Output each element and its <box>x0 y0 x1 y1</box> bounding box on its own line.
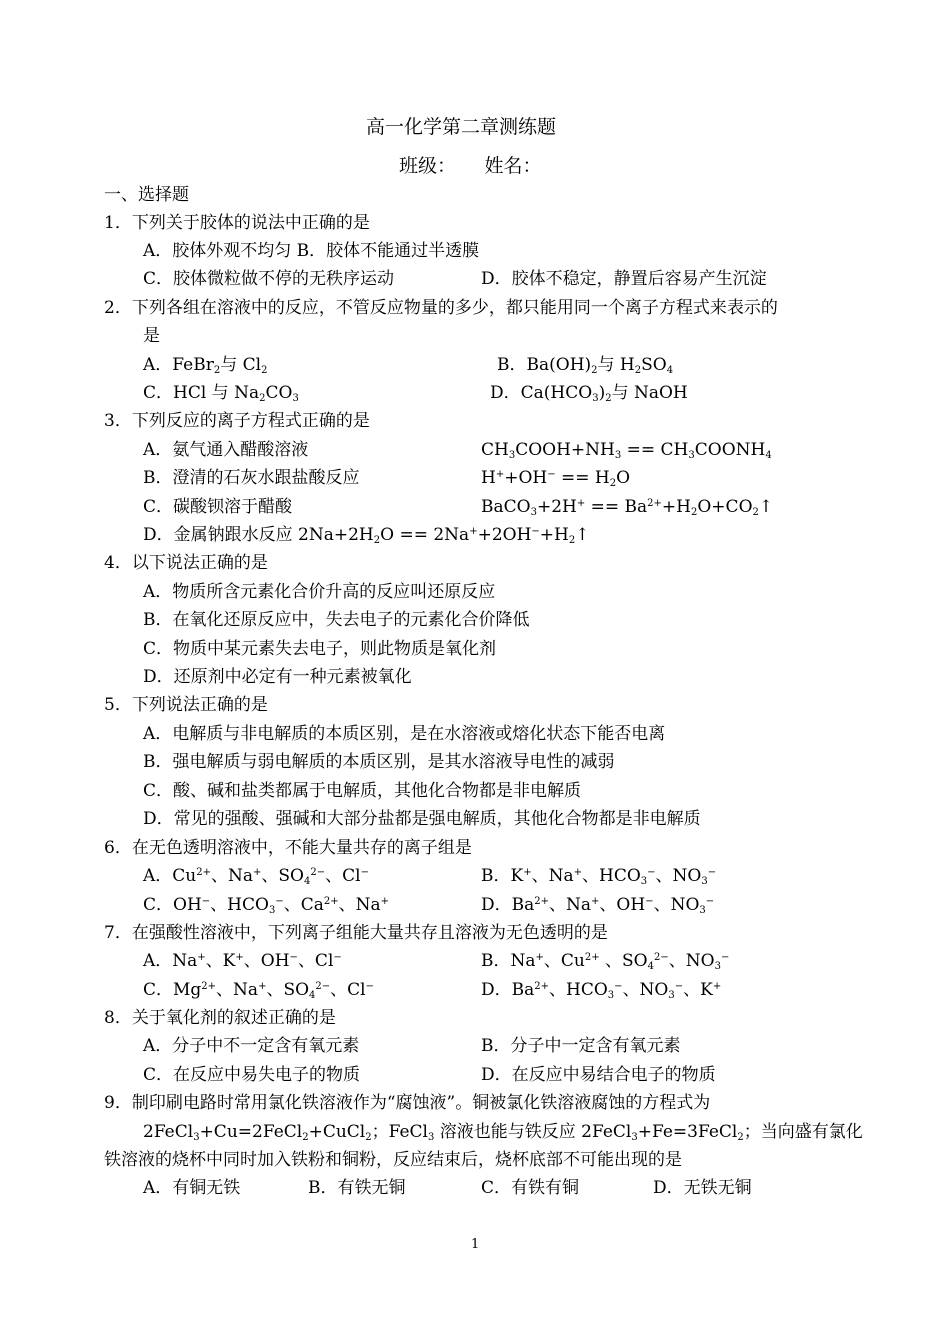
question-3-option-a-label: A．氨气通入醋酸溶液 <box>143 440 309 460</box>
question-1-stem: 1．下列关于胶体的说法中正确的是 <box>104 213 370 233</box>
question-3-option-a-equation: $CH_3COOH+NH_3$ == $CH_3COONH_4$ <box>481 440 772 461</box>
question-1-options-ab: A．胶体外观不均匀 B．胶体不能通过半透膜 <box>143 241 480 261</box>
question-2-option-c: C．HCl 与 $Na_2CO_3$ <box>143 383 299 404</box>
section-heading: 一、选择题 <box>104 185 189 205</box>
question-2-option-a: A．FeBr$_2$与 $Cl_2$ <box>143 355 268 376</box>
question-9-option-a: A．有铜无铁 <box>143 1178 241 1198</box>
question-8-stem: 8．关于氧化剂的叙述正确的是 <box>104 1008 336 1028</box>
question-6-option-d: D．$Ba^{2+}$、Na+、OH−、$NO_3^-$ <box>481 895 715 916</box>
question-8-option-d: D．在反应中易结合电子的物质 <box>481 1065 716 1085</box>
question-2-option-b: B．$Ba(OH)_2$与 $H_2SO_4$ <box>497 355 674 376</box>
question-3-option-b-equation: $H^++OH^- == H_2O$ <box>481 468 631 489</box>
question-9-stem-cont: 铁溶液的烧杯中同时加入铁粉和铜粉，反应结束后，烧杯底部不可能出现的是 <box>104 1150 682 1170</box>
question-6-option-c: C．OH−、$HCO_3^-$、$Ca^{2+}$、Na+ <box>143 895 390 916</box>
question-5-option-d: D．常见的强酸、强碱和大部分盐都是强电解质，其他化合物都是非电解质 <box>143 809 701 829</box>
question-1-option-c: C．胶体微粒做不停的无秩序运动 <box>143 269 395 289</box>
question-9-option-c: C．有铁有铜 <box>481 1178 580 1198</box>
question-7-option-d: D．$Ba^{2+}$、$HCO_3^-$、$NO_3^-$、K+ <box>481 980 722 1001</box>
question-9-equations: 2FeCl$_3$+Cu=2FeCl$_2$+CuCl$_2$；FeCl$_3$ 溶液也能与铁反应 2FeCl$_3$+Fe=3FeCl$_2$；当向盛有氯化 <box>143 1122 863 1143</box>
question-3-option-d: D．金属钠跟水反应 $2Na+2H_2O$ == $2Na^++2OH^-+H_2↑$ <box>143 525 590 546</box>
question-9-option-d: D．无铁无铜 <box>653 1178 752 1198</box>
question-6-option-b: B．K+、Na+、$HCO_3^-$、$NO_3^-$ <box>481 866 717 887</box>
question-2-stem: 2．下列各组在溶液中的反应，不管反应物量的多少，都只能用同一个离子方程式来表示的 <box>104 298 778 318</box>
question-4-option-a: A．物质所含元素化合价升高的反应叫还原反应 <box>143 582 496 602</box>
question-5-stem: 5．下列说法正确的是 <box>104 695 268 715</box>
question-1-option-d: D．胶体不稳定，静置后容易产生沉淀 <box>481 269 767 289</box>
question-5-option-a: A．电解质与非电解质的本质区别，是在水溶液或熔化状态下能否电离 <box>143 724 666 744</box>
question-4-option-c: C．物质中某元素失去电子，则此物质是氧化剂 <box>143 639 497 659</box>
question-8-option-c: C．在反应中易失电子的物质 <box>143 1065 361 1085</box>
question-8-option-a: A．分子中不一定含有氧元素 <box>143 1036 360 1056</box>
question-8-option-b: B．分子中一定含有氧元素 <box>481 1036 681 1056</box>
class-name-line: 班级： 姓名： <box>399 155 542 177</box>
question-7-option-c: C．$Mg^{2+}$、Na+、$SO_4^{2-}$、Cl− <box>143 980 375 1001</box>
question-3-option-c-label: C．碳酸钡溶于醋酸 <box>143 497 293 517</box>
question-3-option-b-label: B．澄清的石灰水跟盐酸反应 <box>143 468 360 488</box>
page-title: 高一化学第二章测练题 <box>366 116 557 138</box>
question-2-stem-cont: 是 <box>143 326 160 346</box>
question-7-option-a: A．Na+、K+、OH−、Cl− <box>143 951 342 971</box>
page-number: 1 <box>471 1237 480 1252</box>
question-2-option-d: D．$Ca(HCO_3)_2$与 NaOH <box>490 383 688 404</box>
question-3-option-c-equation: BaCO$_3$+2H+ == $Ba^{2+}+H_2O+CO_2↑$ <box>481 497 774 518</box>
question-7-stem: 7．在强酸性溶液中，下列离子组能大量共存且溶液为无色透明的是 <box>104 923 608 943</box>
question-7-option-b: B．Na+、$Cu^{2+}$ 、$SO_4^{2-}$、$NO_3^-$ <box>481 951 730 972</box>
question-6-stem: 6．在无色透明溶液中，不能大量共存的离子组是 <box>104 838 472 858</box>
question-9-stem: 9．制印刷电路时常用氯化铁溶液作为“腐蚀液”。铜被氯化铁溶液腐蚀的方程式为 <box>104 1093 711 1113</box>
question-4-option-b: B．在氧化还原反应中，失去电子的元素化合价降低 <box>143 610 530 630</box>
question-4-stem: 4．以下说法正确的是 <box>104 553 268 573</box>
question-3-stem: 3．下列反应的离子方程式正确的是 <box>104 411 370 431</box>
question-5-option-c: C．酸、碱和盐类都属于电解质，其他化合物都是非电解质 <box>143 781 582 801</box>
question-9-option-b: B．有铁无铜 <box>308 1178 406 1198</box>
question-4-option-d: D．还原剂中必定有一种元素被氧化 <box>143 667 412 687</box>
question-6-option-a: A．$Cu^{2+}$、Na+、$SO_4^{2-}$、Cl− <box>143 866 369 887</box>
question-5-option-b: B．强电解质与弱电解质的本质区别，是其水溶液导电性的减弱 <box>143 752 615 772</box>
